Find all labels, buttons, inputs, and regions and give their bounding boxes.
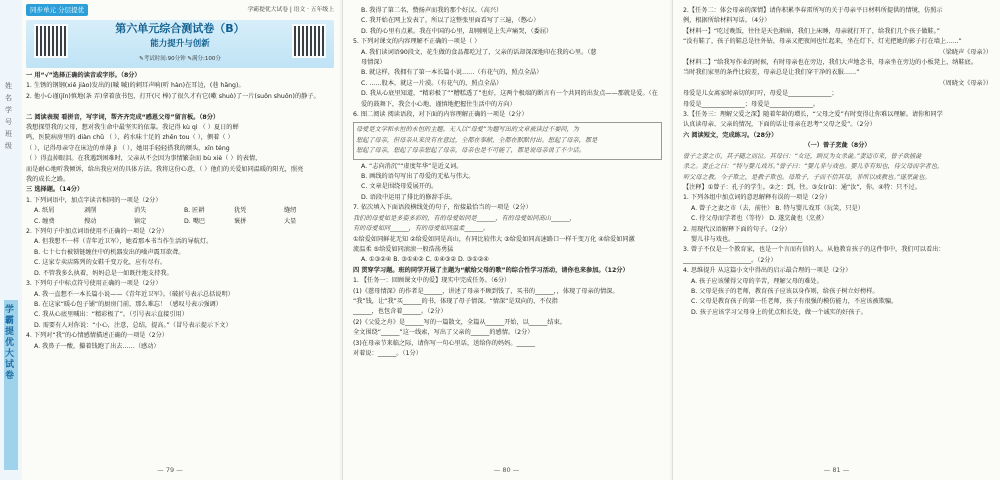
option-row: [26, 206, 334, 216]
option-text: 犹凭: [234, 207, 247, 215]
question-line: 全文围绕“______”这一线索，写出了父亲的______的感情。（2分）: [353, 329, 534, 337]
question-line: 例，根据所给材料写话。（4分）: [683, 17, 771, 25]
answer-line[interactable]: 母爱是儿女离家时亲切的叮咛，母爱是______________；: [683, 90, 838, 98]
question-line: 认真读母亲、父亲的情况，下面的话让母亲在思考“父母之爱”。（2分）: [683, 121, 876, 129]
section-heading: 三 选择题。（14分）: [26, 186, 84, 194]
page-80: [342, 0, 670, 480]
page-number: — 80 —: [493, 466, 520, 474]
top-bar: [26, 4, 334, 18]
page-80-content: [353, 6, 662, 359]
page-number: — 81 —: [823, 466, 850, 474]
option-line: C. 这家专卖店陈列的女鞋千变万化，应有尽有。: [34, 259, 167, 267]
question-line: (2)《父爱之舟》是______写的一篇散文，全篇从______开始，以______结束。: [353, 318, 566, 326]
option-text: D. 嘴巴: [184, 217, 206, 225]
option-line: A. 我们读词语90段文，花生做的食品都吃过了，父亲的话却深深地印在我的心里。（慈: [361, 48, 597, 56]
page-81-content: [683, 6, 992, 318]
option-line: A. 我一直想不一本长篇小说——《青年近卫军》。（破折号表示总括说明）: [34, 290, 234, 298]
passage-line: 我们的母爱如是多姿多彩的，有的母爱如同是______，有的母爱如同高山______，: [353, 214, 576, 222]
option-line: D. 我从心底里知道，“精彩极了”“糟糕透了”也好，这两个极端的断言有一个共同的出发点——那就是爱。（在爱的鼓舞下，我会小心地、谨慎地把握住生活中的方向）: [361, 90, 658, 108]
qr-code-icon: [34, 24, 68, 58]
side-slogan: 学霸提优大试卷: [5, 305, 15, 381]
option-line: A. 我鼻子一酸，攥着钱跑了出去……（感动）: [34, 342, 160, 350]
question-line: 1. 下列词语中，加点字读音相同的一项是（2分）: [26, 196, 162, 204]
option-line: D. 语段中运用了排比的修辞手法。: [361, 193, 457, 201]
option-line: D. 需要有人对你说：“小心，注意，总结，提高。”（冒号表示提示下文）: [34, 321, 232, 329]
option-row: [26, 217, 334, 227]
question-line: 5. 下列对课文的内容理解不正确的一项是（ ）: [353, 38, 481, 46]
passage-line: （ ）得直掉眼泪。在我遇到困难时，父亲从不会因为事情繁杂而 bù xiè（ ）的表情，: [26, 155, 262, 163]
passage-line: 我想探望我的父母，想对我生命中最坚实的依靠。我记得 kù qì （ ）夏日的蝉: [26, 124, 239, 132]
passage-line: 流温柔 ⑤给爱如同滚滚一般浩荡勇猛: [353, 245, 454, 253]
qr-code-icon: [292, 24, 326, 58]
option-line: D. 孩子应该学习父母身上的优点和长处，做一个诚实的好孩子。: [691, 308, 867, 316]
passage-line: 母爱是文学和永恒的永恒的主题。无人以“母爱”为题写出的文章被读过不要问，为: [356, 126, 579, 134]
option-text: C. 缠费: [34, 217, 55, 225]
option-line: B. 画线的语句写出了母爱的无私与伟大。: [361, 173, 475, 181]
option-line: C. 我开始在网上发表了，所以了这整张里面看写了三遍，（憋心）: [361, 17, 540, 25]
question-line: ______，也包含着______。（2分）: [353, 308, 447, 316]
page-number: — 79 —: [157, 466, 183, 474]
question-line: 4. 思维提升 从这篇小文中得出的启示最合理的一项是（2分）: [683, 267, 852, 275]
series-tag: 同步单元 分层提优: [26, 4, 88, 16]
option-line: B. 就这样，我拥有了第一本长篇小说……（有花气的，照点全晶）: [361, 69, 543, 77]
option-text: 剥削: [84, 207, 97, 215]
answer-line[interactable]: 母爱是______________；母爱是______________。: [683, 100, 820, 108]
passage-line: 听父母之教。今子欺之，是教子欺也。母欺子，子而不信其母，非所以成教也。”遂烹彘也。: [683, 173, 931, 181]
option-line: B. 在这家“暖心包子铺”的厨房门前，那么难忘！（感叹号表示强调）: [34, 300, 222, 308]
section-heading: 二 阅读表现 看拼音，写字词，帮齐齐完成“感恩父母”留言板。（8分）: [26, 113, 220, 121]
option-text: A. 纸屑: [34, 207, 55, 215]
option-line: C. ……股本，就这一片漠。（有花气的，照点全晶）: [361, 79, 503, 87]
option-line: A. 曾子之妻之市（去，前往） B. 特与婴儿戏耳（玩笑，只是）: [691, 204, 864, 212]
option-line: D. 我的心里有点累。我在中国的心里，却刚刚是上失声痛哭，（委屈）: [361, 27, 553, 35]
passage-line: ①给爱如同鲜花无知 ②给爱如同是高山，有同比较伟大 ③给爱如同高速路口一样千变万化 ④给爱如同激: [353, 235, 635, 243]
passage-line: （ ），记得母亲守在床边的单薄 jì （ ），她用手轻轻搭我的额头，xīn téng: [26, 144, 230, 152]
material-line: 【材料一】“吃过晚饭，往往是天色渐暗，我们上床睡，母亲就打开了，给我们几个孩子做鞋。”: [683, 27, 940, 35]
section-heading: 六 阅读短文，完成练习。（28分）: [683, 131, 778, 139]
brand-text: 学霸提优大试卷 | 语文 · 五年级上: [247, 7, 334, 13]
question-line: 1. 生锈的钢钢(xiě jiào)发出的(嘁 嘁)的刺耳声响(听 hàn)在耳边，(巷 hāng)。: [26, 82, 245, 90]
passage-line: 我的成长之路。: [26, 176, 70, 184]
option-line: A. “志向消沉”“虚度年华”是近义词。: [361, 162, 463, 170]
passage-title: （一）曾子烹彘（8分）: [804, 142, 871, 150]
question-line: (1)《慈母情深》的作者是______，讲述了母亲不顾到钱了，买书的______，，体现了母亲的情深。: [353, 287, 619, 295]
option-text: 消失: [134, 207, 147, 215]
page-79-content: [26, 4, 334, 352]
passage-line: 杀之。妻止之曰：“特与婴儿戏耳。”曾子曰：“婴儿非与戏也。婴儿非有知也，待父母而学者也，: [683, 163, 944, 171]
passage-line: 有的母爱如同______，有的母爱如同温柔______。: [353, 225, 490, 233]
material-line: 当时我们家里的条件比较差，母亲总是让我们穿干净的衣服……”: [683, 69, 860, 77]
option-line: B. 父母是孩子的老师，教育孩子应该以身作则，给孩子树立好榜样。: [691, 287, 879, 295]
question-line: 2. 用现代汉语解释下面的句子。（2分）: [683, 225, 791, 233]
option-line: B. 我得了第二名，赞扬声而我的那个好汉。（高兴）: [361, 7, 503, 14]
test-banner: [26, 20, 334, 68]
option-line: A. 但我想不一样（青年近卫军），她看那本书当作生活的导航灯。: [34, 238, 213, 246]
option-text: 大显: [284, 217, 297, 225]
answer-line[interactable]: 婴儿非与戏也。______________________: [691, 235, 803, 243]
question-line: 2. 他小心谨(jǐn)慎地(条 弄)拿着放书包，打开(尺 棒)了很久才有它(嗽 shuò)了一片(suǒn shuǒn)的静子。: [26, 92, 320, 100]
option-line: A. 孩子应该懂得父母的辛苦，理解父母的难处。: [691, 277, 823, 285]
passage-line: 鸣，医院病房里的 diàn chǔ （ ），药水味十足的 zhēn tou（ ），侧着（ ）: [26, 134, 234, 142]
test-title: 第六单元综合测试卷（B）: [115, 22, 245, 35]
option-line: C. 父母是教育孩子的第一任老师，孩子有很强的模仿能力，不应该被欺骗。: [691, 298, 898, 306]
option-text: 搜动: [84, 217, 97, 225]
option-line: C. 我从心底里喊出：“精彩极了”。（引号表示直接引用）: [34, 311, 188, 319]
option-line: D. 不管我多么执着，妈妈总是一如既往地支持我。: [34, 269, 173, 277]
question-line: 2.【任务二：体会母亲的深情】请你积累李春雷所写的关于母亲平日材料所提供的情境，仿照示: [683, 7, 943, 14]
page-79: [0, 0, 340, 480]
option-text: B. 匠耕: [184, 207, 205, 215]
option-line: A. ①③②④ B. ③①④② C. ①④③② D. ③①②④: [361, 256, 489, 264]
question-line: 对着说：______。（1分）: [353, 349, 422, 357]
option-line: 母情深）: [361, 59, 386, 67]
option-text: 缝纫: [284, 207, 297, 215]
option-line: B. 七十七台被锁链缠住中的机器发出的噪声震耳欲聋。: [34, 248, 185, 256]
page-81: [672, 0, 1000, 480]
question-line: 3. 曾子不仅是一个教育家，也是一个言而有信的人。从他教育孩子的这件事中，我们可以看出：: [683, 246, 945, 254]
passage-line: 想起了母亲，想起了母亲想起了母亲，母亲也是不可能了，都是说母亲说了不少话。: [356, 147, 585, 155]
side-student-info: 姓名 学号 班级: [5, 82, 12, 150]
question-line: 1. 下列各组中加点词的意思解释有误的一项是（2分）: [683, 194, 831, 202]
option-text: 镇定: [134, 217, 147, 225]
question-line: 6. 图二阅读 阅读语段，对下面的内容理解正确的一项是（2分）: [353, 111, 528, 119]
question-line: 2. 下列句子中加点词语使用不正确的一项是（2分）: [26, 228, 168, 236]
section-heading: 四 贯穿学习题。班的同学开展了主题为“献给父母的歌”的综合性学习活动，请你也来参加。（12分）: [353, 266, 629, 274]
passage-line: 曾子之妻之市，其子随之而泣。其母曰：“女还，顾反为女杀彘。”妻适市来，曾子欲捕彘: [683, 152, 922, 160]
question-line: 3.【任务三：理解父爱之深】随着年龄的增长，“父母之爱”有时变得让你难以理解。请你和同学: [683, 111, 943, 119]
answer-line[interactable]: ______________________。（2分）: [683, 256, 777, 264]
material-source: （梁晓声《母亲》）: [939, 48, 992, 56]
passage-line: 而是耐心地听我倾诉，给出我应对的具体方法。我将这份心意，（ ）他们的关爱如同温暖的阳光，照亮: [26, 165, 304, 173]
test-info: ✎考试时间:90分钟 ✎满分:100分: [139, 56, 221, 62]
passage-line: 想起了母亲，但母亲从来没有在意过，全都在奉献，全都在默默付出。想起了母亲，都是: [356, 136, 598, 144]
question-line: 7. 依次填入下面语段横线处的句子，衔接最恰当的一项是（2分）: [353, 204, 532, 212]
question-line: 3. 下列句子中标点符号使用正确的一项是（2分）: [26, 280, 162, 288]
material-line: “没有鞋了，孩子的鞋总是往外钻，母亲又把夜间也忙起来，坐在灯下，灯光把她的影子打在墙上……”: [683, 38, 962, 46]
material-line: 【材料二】“给我写作业的时候，有时母亲也在旁边，我们大声地念书，母亲坐在旁边的小板凳上，纳鞋底。: [683, 59, 978, 67]
option-line: C. 文章是围绕母爱展开的。: [361, 183, 438, 191]
reading-passage-box: [353, 122, 662, 159]
question-line: (3)在母亲节来临之际，请你写一句心里话，送给你的妈妈。______: [353, 339, 536, 347]
side-margin: [0, 0, 22, 480]
question-line: 1. 【任务一：回顾课文中的爱】现实中完成任务。（6分）: [353, 277, 511, 285]
question-line: “我”钱，让“我”买______的书，体现了母子情深。“情深”是双向的，不仅指: [353, 297, 558, 305]
test-subtitle: 能力提升与创新: [150, 39, 210, 49]
option-line: C. 待父母而学者也（等待） D. 遂烹彘也（烹煮）: [691, 215, 828, 223]
material-source: （周晓文《母亲》）: [939, 79, 992, 87]
option-text: 褒拼: [234, 217, 247, 225]
section-heading: 一 用“√”选择正确的读音或字形。（8分）: [26, 72, 141, 79]
question-line: 4. 下列对“我”的心情感情描述正确的一项是（2分）: [26, 332, 168, 340]
annotation-line: 【注释】①曾子：孔子的学生。②之：到，往。③女(rǔ)：通“汝”，你。④特：只不过。: [683, 183, 921, 191]
